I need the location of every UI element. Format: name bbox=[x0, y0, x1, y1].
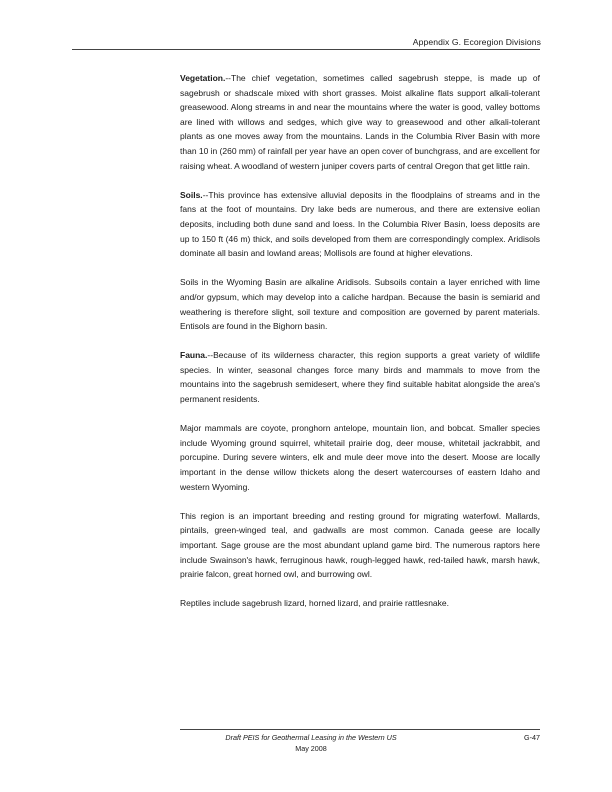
vegetation-paragraph bbox=[180, 71, 540, 173]
reptiles-paragraph: Reptiles include sagebrush lizard, horned lizard, and prairie rattlesnake. bbox=[180, 598, 449, 609]
mammals-paragraph: Major mammals are coyote, pronghorn antelope, mountain lion, and bobcat. Smaller species include Wyoming ground squirrel, whitetail prairie dog, deer mouse, whitetail jackrabbit, and porcupine. During severe winters, elk and mule deer move into the desert. Moose are locally important in the dense willow thickets along the desert watercourses of eastern Idaho and western Wyoming. bbox=[180, 423, 540, 492]
soils-paragraph bbox=[180, 188, 540, 261]
vegetation-text: --The chief vegetation, sometimes called sagebrush steppe, is made up of sagebrush or shadscale mixed with short grasses. Moist alkaline flats support alkali-tolerant greasewood. Along streams in and near the mountains where the water is good, valley bottoms are lined with willows and sedges, which give way to greasewood and other alkali-tolerant plants as one moves away from the mountains. Lands in the Columbia River Basin with more than 10 in (260 mm) of rainfall per year have an open cover of bunchgrass, and are excellent for raising wheat. A woodland of western juniper covers parts of central Oregon that get little rain. bbox=[180, 73, 540, 171]
soils-wyoming-paragraph: Soils in the Wyoming Basin are alkaline Aridisols. Subsoils contain a layer enriched with lime and/or gypsum, which may develop into a caliche hardpan. Because the basin is semiarid and weathering is therefore slight, soil texture and composition are governed by parent materials. Entisols are found in the Bighorn basin. bbox=[180, 277, 540, 332]
soils-text: --This province has extensive alluvial deposits in the floodplains of streams and in the fans at the foot of mountains. Dry lake beds are numerous, and there are extensive eolian deposits, including both dune sand and loess. In the Columbia River Basin, loess deposits are up to 150 ft (46 m) thick, and soils developed from them are correspondingly complex. Aridisols dominate all basin and lowland areas; Mollisols are found at higher elevations. bbox=[180, 189, 540, 259]
header-rule bbox=[72, 49, 540, 50]
footer-date: May 2008 bbox=[295, 744, 327, 753]
fauna-paragraph bbox=[180, 348, 540, 406]
fauna-heading: Fauna. bbox=[180, 350, 208, 361]
footer-rule bbox=[180, 729, 540, 730]
waterfowl-paragraph: This region is an important breeding and resting ground for migrating waterfowl. Mallards, pintails, green-winged teal, and gadwalls are most common. Canada geese are locally important. Sage grouse are the most abundant upland game bird. The numerous raptors here include Swainson's hawk, ferruginous hawk, rough-legged hawk, red-tailed hawk, marsh hawk, prairie falcon, great horned owl, and burrowing owl. bbox=[180, 510, 540, 580]
fauna-text: --Because of its wilderness character, this region supports a great variety of wildlife species. In winter, seasonal changes force many birds and mammals to move from the mountains into the sagebrush semidesert, where they find suitable habitat alongside the area's permanent residents. bbox=[180, 350, 540, 405]
page-body bbox=[180, 71, 540, 626]
soils-heading: Soils. bbox=[180, 189, 203, 200]
running-header: Appendix G. Ecoregion Divisions bbox=[412, 37, 541, 47]
footer-document-title: Draft PEIS for Geothermal Leasing in the Western US bbox=[225, 733, 397, 742]
vegetation-heading: Vegetation. bbox=[180, 73, 226, 83]
page-number: G-47 bbox=[524, 733, 540, 742]
